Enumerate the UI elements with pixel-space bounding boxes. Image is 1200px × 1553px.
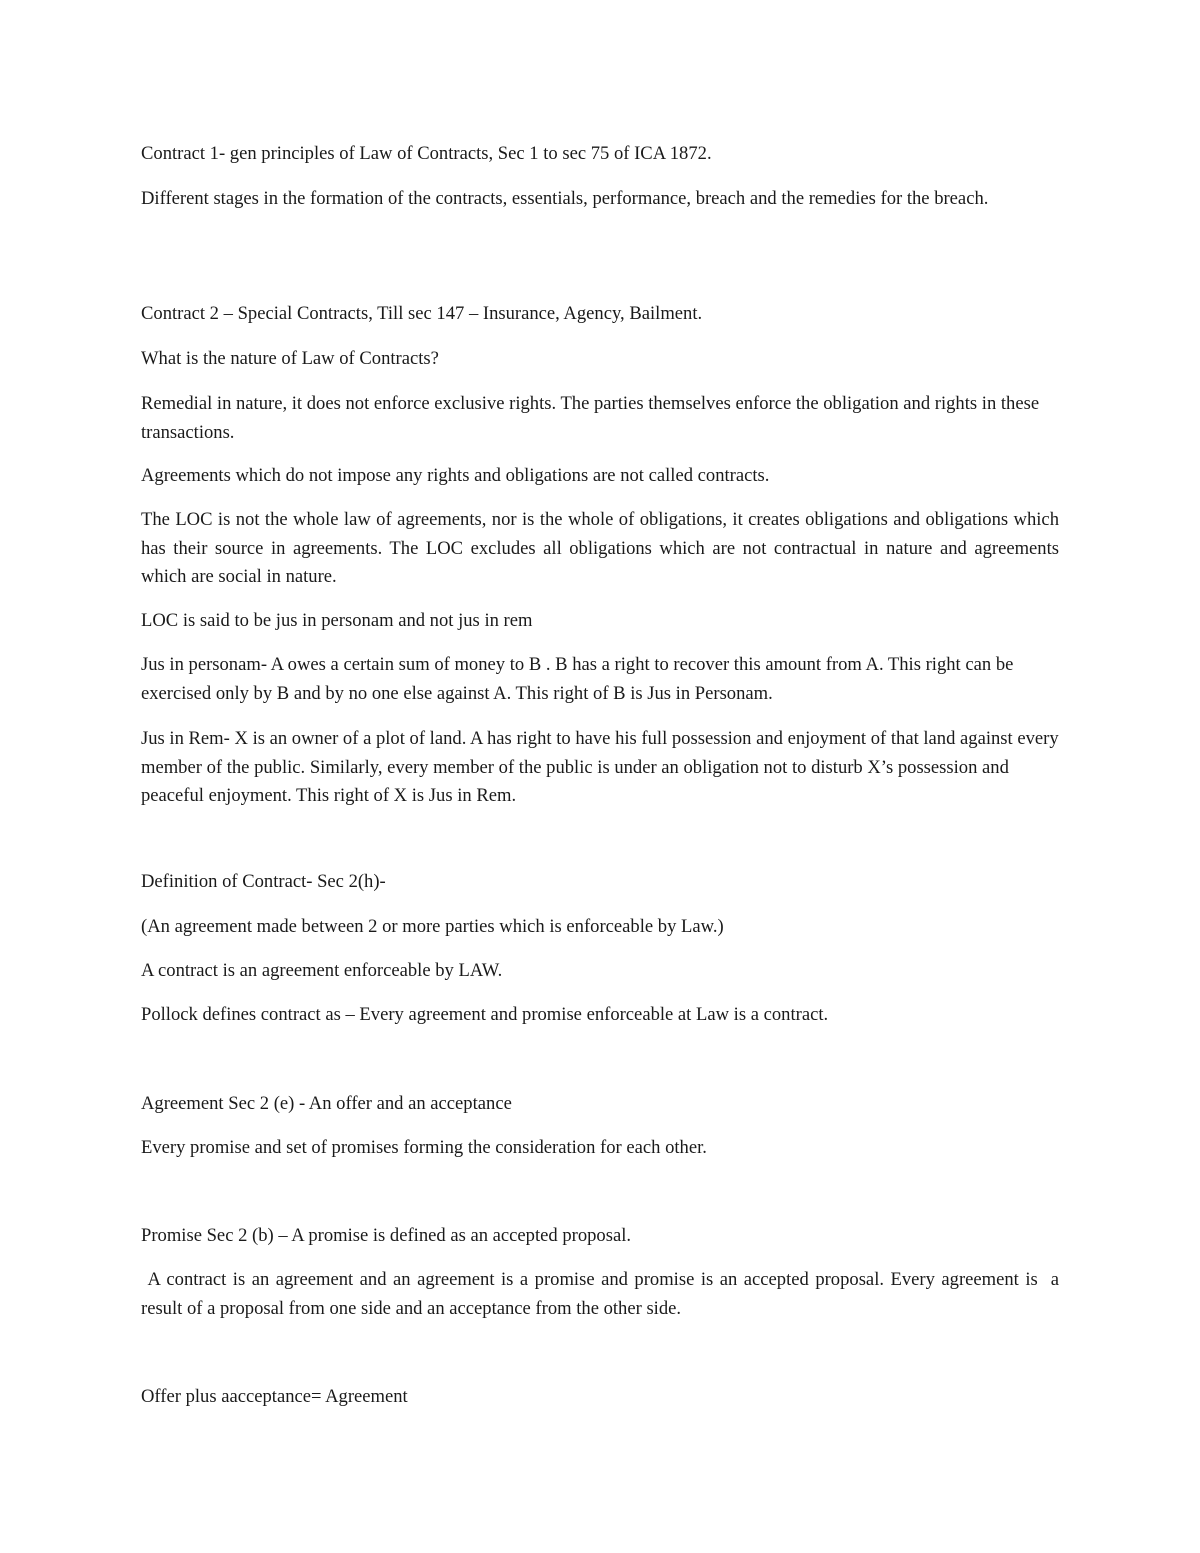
- paragraph-jus-in-personam-statement: LOC is said to be jus in personam and not jus in rem: [141, 610, 533, 631]
- paragraph-agreement-made: (An agreement made between 2 or more parties which is enforceable by Law.): [141, 916, 724, 937]
- paragraph-every-promise: Every promise and set of promises forming the consideration for each other.: [141, 1137, 707, 1158]
- paragraph-pollock: Pollock defines contract as – Every agreement and promise enforceable at Law is a contract.: [141, 1004, 829, 1025]
- paragraph-offer-plus-acceptance: Offer plus aacceptance= Agreement: [141, 1386, 408, 1407]
- paragraph-promise-sec: Promise Sec 2 (b) – A promise is defined as an accepted proposal.: [141, 1225, 632, 1246]
- paragraph-nature-question: What is the nature of Law of Contracts?: [141, 348, 439, 369]
- paragraph-jus-in-personam: Jus in personam- A owes a certain sum of money to B . B has a right to recover this amount from A. This right can be exercised only by B and by no one else against A. This right of B is Jus in Personam.: [141, 654, 1014, 704]
- paragraph-contract-enforceable: A contract is an agreement enforceable by LAW.: [141, 960, 503, 981]
- paragraph-jus-in-rem: Jus in Rem- X is an owner of a plot of land. A has right to have his full possession and enjoyment of that land against every member of the public. Similarly, every member of the public is under an obligation not to disturb X’s possession and peaceful enjoyment. This right of X is Jus in Rem.: [141, 728, 1059, 807]
- paragraph-contract-1: Contract 1- gen principles of Law of Contracts, Sec 1 to sec 75 of ICA 1872.: [141, 143, 712, 164]
- paragraph-loc-whole-law: The LOC is not the whole law of agreements, nor is the whole of obligations, it creates obligations and obligations which has their source in agreements. The LOC excludes all obligations which are not contractual in nature and agreements which are social in nature.: [141, 509, 1059, 588]
- paragraph-agreement-sec: Agreement Sec 2 (e) - An offer and an acceptance: [141, 1093, 512, 1114]
- paragraph-stages: Different stages in the formation of the contracts, essentials, performance, breach and the remedies for the breach.: [141, 188, 989, 209]
- paragraph-agreements: Agreements which do not impose any rights and obligations are not called contracts.: [141, 465, 770, 486]
- paragraph-definition-contract: Definition of Contract- Sec 2(h)-: [141, 871, 386, 892]
- paragraph-contract-2: Contract 2 – Special Contracts, Till sec 147 – Insurance, Agency, Bailment.: [141, 303, 703, 324]
- paragraph-contract-is-agreement: A contract is an agreement and an agreement is a promise and promise is an accepted proposal. Every agreement is a result of a proposal from one side and an acceptance from the other side.: [141, 1269, 1064, 1319]
- paragraph-remedial: Remedial in nature, it does not enforce exclusive rights. The parties themselves enforce the obligation and rights in these transactions.: [141, 393, 1040, 443]
